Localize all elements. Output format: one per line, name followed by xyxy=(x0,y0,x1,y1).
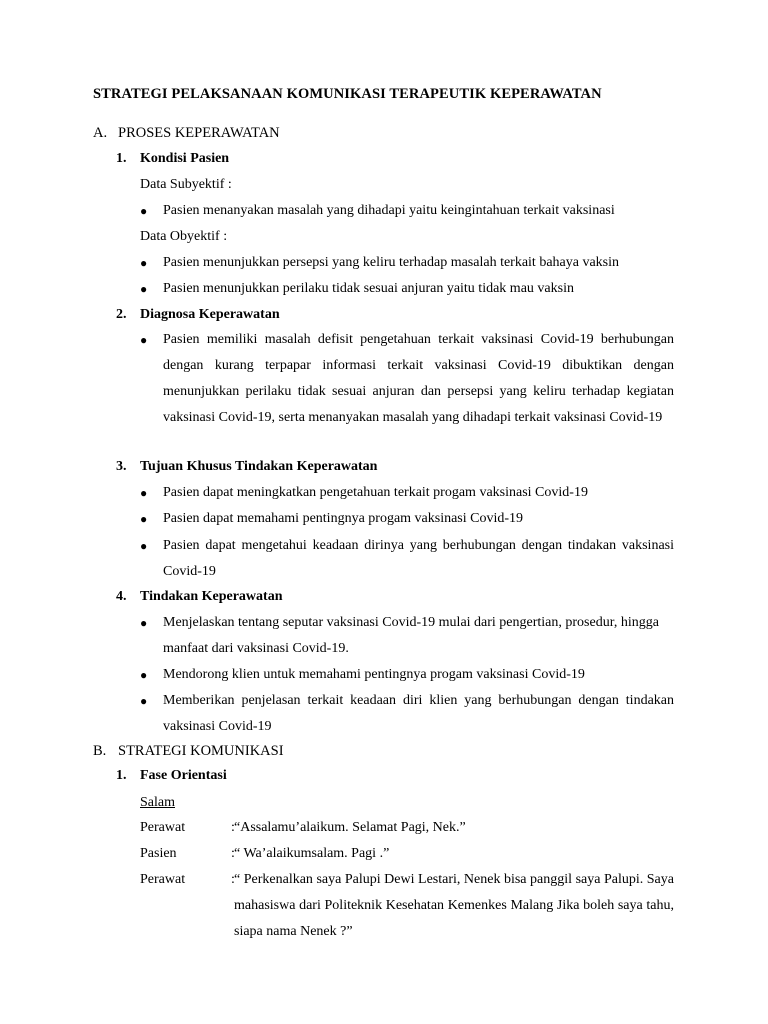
heading-tindakan xyxy=(116,589,283,605)
heading-kondisi-pasien xyxy=(116,151,229,167)
list-item-text: Pasien memiliki masalah defisit pengetahuan terkait vaksinasi Covid-19 berhubungan dengan kurang terpapar informasi terkait vaksinasi Covid-19 dibuktikan dengan menunjukkan perilaku tidak sesuai anjuran dan persepsi yang keliru terhadap kegiatan vaksinasi Covid-19, serta menanyakan masalah yang dihadapi terkait vaksinasi Covid-19 xyxy=(163,332,674,425)
bullet-icon: ● xyxy=(140,668,148,682)
section-b-heading xyxy=(93,743,284,760)
dialog-text: “Assalamu’alaikum. Selamat Pagi, Nek.” xyxy=(234,820,466,835)
heading-text: Fase Orientasi xyxy=(140,768,227,783)
heading-text: Diagnosa Keperawatan xyxy=(140,307,280,322)
dialog-colon: : xyxy=(231,872,235,887)
list-item xyxy=(140,662,674,688)
heading-diagnosa xyxy=(116,307,280,323)
heading-text: Tujuan Khusus Tindakan Keperawatan xyxy=(140,459,378,474)
dialog-speaker: Perawat xyxy=(140,872,186,887)
list-item-text: Pasien dapat memahami pentingnya progam vaksinasi Covid-19 xyxy=(163,511,524,526)
section-a-text: PROSES KEPERAWATAN xyxy=(118,125,280,141)
list-item xyxy=(140,610,674,662)
heading-number: 3. xyxy=(116,459,127,474)
document-title: STRATEGI PELAKSANAAN KOMUNIKASI TERAPEUTIK KEPERAWATAN xyxy=(93,86,602,102)
bullet-icon: ● xyxy=(140,539,148,553)
list-item xyxy=(140,480,674,506)
list-item xyxy=(140,506,674,532)
list-item-text: Pasien dapat meningkatkan pengetahuan terkait progam vaksinasi Covid-19 xyxy=(163,485,588,500)
list-item xyxy=(140,533,674,585)
list-item-text: Menjelaskan tentang seputar vaksinasi Covid-19 mulai dari pengertian, prosedur, hingga manfaat dari vaksinasi Covid-19. xyxy=(163,615,659,656)
heading-number: 1. xyxy=(116,151,127,166)
bullet-icon: ● xyxy=(140,486,148,500)
bullet-icon: ● xyxy=(140,694,148,708)
list-item xyxy=(140,250,674,276)
list-item-text: Pasien menunjukkan persepsi yang keliru terhadap masalah terkait bahaya vaksin xyxy=(163,255,620,270)
dialog-line xyxy=(140,867,674,945)
list-item xyxy=(140,688,674,740)
dialog-line xyxy=(140,815,674,841)
salam-label: Salam xyxy=(140,795,175,810)
list-item-text: Pasien menanyakan masalah yang dihadapi yaitu keingintahuan terkait vaksinasi xyxy=(163,203,615,218)
list-item-text: Mendorong klien untuk memahami pentingnya progam vaksinasi Covid-19 xyxy=(163,667,585,682)
dialog-text: “ Perkenalkan saya Palupi Dewi Lestari, Nenek bisa panggil saya Palupi. Saya mahasiswa dari Politeknik Kesehatan Kemenkes Malang Jika boleh saya tahu, siapa nama Nenek ?” xyxy=(234,872,674,939)
data-subyektif-label: Data Subyektif : xyxy=(140,177,232,192)
section-a-heading xyxy=(93,125,280,142)
list-item xyxy=(140,198,674,224)
bullet-icon: ● xyxy=(140,204,148,218)
dialog-colon: : xyxy=(231,846,235,861)
heading-fase-orientasi xyxy=(116,768,227,784)
heading-tujuan-khusus xyxy=(116,459,377,475)
heading-number: 2. xyxy=(116,307,127,322)
heading-text: Tindakan Keperawatan xyxy=(140,589,283,604)
list-item-text: Pasien menunjukkan perilaku tidak sesuai anjuran yaitu tidak mau vaksin xyxy=(163,281,574,296)
bullet-icon: ● xyxy=(140,333,148,347)
dialog-speaker: Pasien xyxy=(140,846,177,861)
dialog-speaker: Perawat xyxy=(140,820,186,835)
bullet-icon: ● xyxy=(140,616,148,630)
bullet-icon: ● xyxy=(140,256,148,270)
heading-number: 4. xyxy=(116,589,127,604)
list-item-text: Pasien dapat mengetahui keadaan dirinya yang berhubungan dengan tindakan vaksinasi Covid-19 xyxy=(163,538,674,579)
bullet-icon: ● xyxy=(140,282,148,296)
dialog-line xyxy=(140,841,674,867)
data-obyektif-label: Data Obyektif : xyxy=(140,229,228,244)
section-b-label: B. xyxy=(93,743,107,759)
section-b-text: STRATEGI KOMUNIKASI xyxy=(118,743,284,759)
list-item-text: Memberikan penjelasan terkait keadaan diri klien yang berhubungan dengan tindakan vaksinasi Covid-19 xyxy=(163,693,674,734)
heading-text: Kondisi Pasien xyxy=(140,151,230,166)
dialog-text: “ Wa’alaikumsalam. Pagi .” xyxy=(234,846,390,861)
heading-number: 1. xyxy=(116,768,127,783)
bullet-icon: ● xyxy=(140,512,148,526)
section-a-label: A. xyxy=(93,125,108,141)
dialog-colon: : xyxy=(231,820,235,835)
list-item xyxy=(140,276,674,302)
list-item xyxy=(140,327,674,431)
